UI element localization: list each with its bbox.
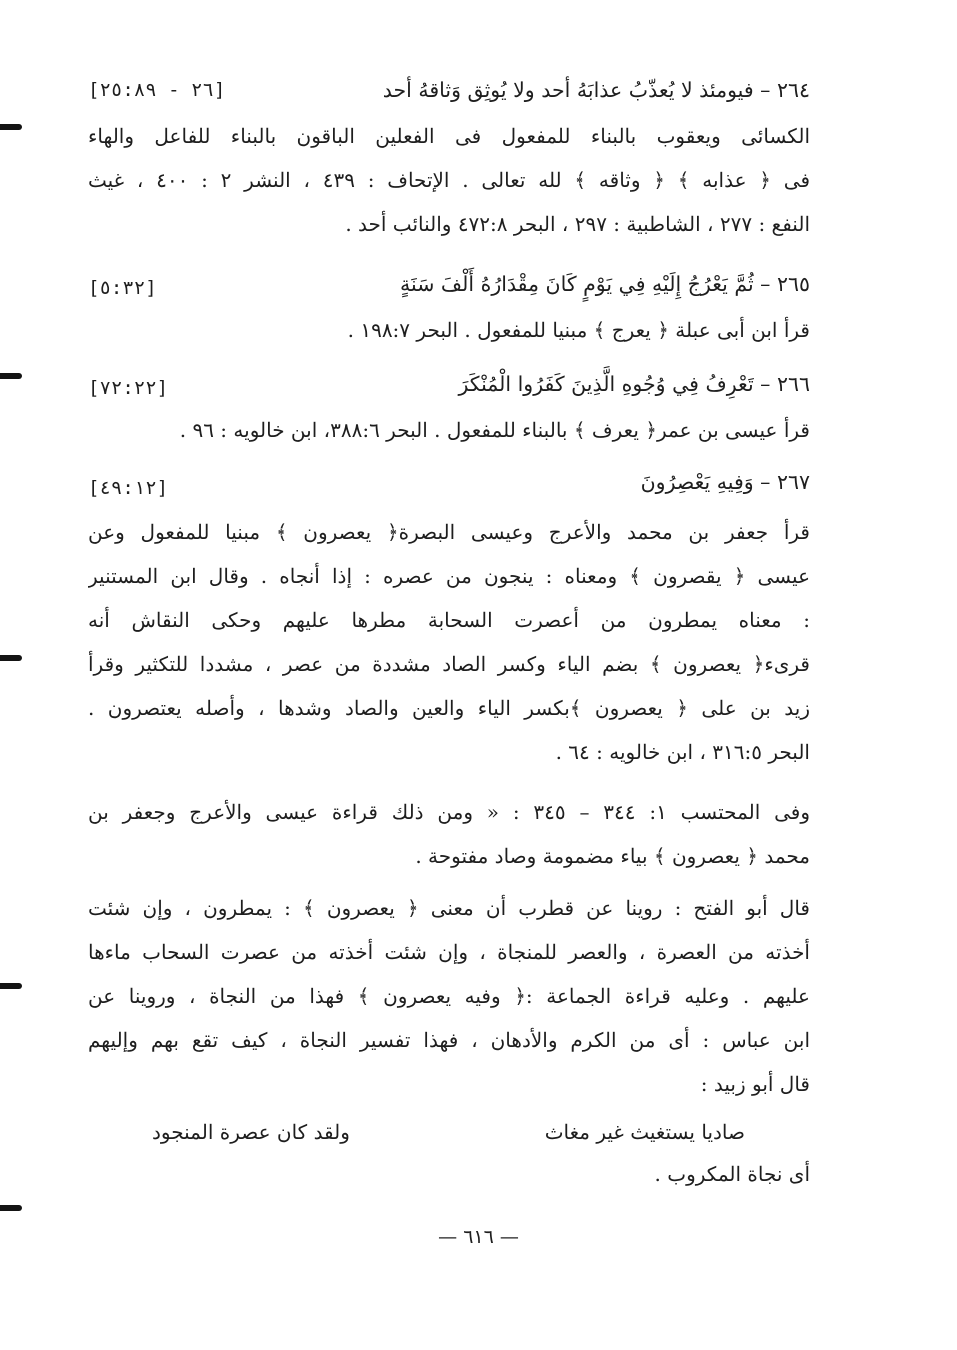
abu-alfath-line: ابن عباس : أى من الكرم والأدهان ، فهذا تفسير النجاة ، كيف تقع بهم وإليهم — [88, 1028, 810, 1052]
margin-mark — [0, 373, 22, 379]
entry-265-ref: [٥:٣٢] — [88, 277, 157, 299]
abu-alfath-line: عليهم . وعليه قراءة الجماعة :﴿ وفيه يعصرون ﴾ فهذا من النجاة ، وروينا عن — [88, 984, 810, 1008]
entry-266-line: قرأ عيسى بن عمر﴿ يعرف ﴾ بالبناء للمفعول . البحر ٣٨٨:٦، ابن خالويه : ٩٦ . — [179, 418, 810, 442]
entry-264-verse: ٢٦٤ – فيومئذ لا يُعذّبُ عذابَهُ أحد ولا يُوثِق وَثاقهُ أحد — [382, 78, 810, 102]
margin-mark — [0, 655, 22, 661]
entry-267-line: زيد بن على ﴿ يعصرون ﴾بكسر الياء والعين والصاد وشدها ، وأصله يعتصرون . — [88, 696, 810, 720]
margin-mark — [0, 1205, 22, 1211]
entry-265-verse: ٢٦٥ – ثُمَّ يَعْرُجُ إِلَيْهِ فِي يَوْمٍ كَانَ مِقْدَارُهُ أَلْفَ سَنَةٍ — [400, 272, 810, 296]
abu-alfath-line: قال أبو زبيد : — [700, 1072, 810, 1096]
margin-mark — [0, 983, 22, 989]
entry-266-ref: [٧٢:٢٢] — [88, 377, 169, 399]
abu-alfath-line: أخذته من العصرة ، والعصر للمنجاة ، وإن شئت أخذته من عصرت السحاب ماءها — [88, 940, 810, 964]
muhtasab-line: محمد ﴿ يعصرون ﴾ بياء مضمومة وصاد مفتوحة . — [415, 844, 810, 868]
abu-alfath-line: قال أبو الفتح : روينا عن قطرب أن معنى ﴿ يعصرون ﴾ : يمطرون ، وإن شئت — [88, 896, 810, 920]
entry-266-verse: ٢٦٦ – تَعْرِفُ فِي وُجُوهِ الَّذِينَ كَفَرُوا الْمُنْكَرَ — [458, 372, 810, 396]
page-number: — ٦١٦ — — [438, 1226, 519, 1248]
entry-267-line: قرأ جعفر بن محمد والأعرج وعيسى البصرة﴿ يعصرون ﴾ مبنيا للمفعول وعن — [88, 520, 810, 544]
muhtasab-line: وفى المحتسب ١: ٣٤٤ – ٣٤٥ : « ومن ذلك قراءة عيسى والأعرج وجعفر بن — [88, 800, 810, 824]
entry-267-ref: [٤٩:١٢] — [88, 477, 169, 499]
entry-267-line: عيسى ﴿ يقصرون ﴾ ومعناه : ينجون من عصره : إذا أنجاه . وقال ابن المستنير — [88, 564, 810, 588]
entry-267-verse: ٢٦٧ – وَفِيهِ يَعْصِرُونَ — [640, 470, 810, 494]
poem-hemistich-left: ولقد كان عصرة المنجود — [152, 1120, 350, 1144]
margin-mark — [0, 124, 22, 130]
entry-264-line: فى ﴿ عذابه ﴾ ﴿ وثاقه ﴾ لله تعالى . الإتحاف : ٤٣٩ ، النشر ٢ : ٤٠٠ ، غيث — [88, 168, 810, 192]
entry-265-line: قرأ ابن أبى عبلة ﴿ يعرج ﴾ مبنيا للمفعول . البحر ١٩٨:٧ . — [347, 318, 810, 342]
entry-267-line: البحر ٣١٦:٥ ، ابن خالويه : ٦٤ . — [555, 740, 810, 764]
entry-267-line: قرىء﴿ يعصرون ﴾ بضم الياء وكسر الصاد مشددة من عصر ، مشددا للتكثير وقرأ — [88, 652, 810, 676]
after-poem-line: أى نجاة المكروب . — [654, 1162, 810, 1186]
entry-264-line: النفع : ٢٧٧ ، الشاطبية : ٢٩٧ ، البحر ٤٧٢:٨ والنائب أحد . — [345, 212, 810, 236]
entry-267-line: : معناه يمطرون من أعصرت السحابة مطرها عليهم وحكى النقاش أنه — [88, 608, 810, 632]
entry-264-line: الكسائى ويعقوب بالبناء للمفعول فى الفعلين الباقون بالبناء للفاعل والهاء — [88, 124, 810, 148]
poem-hemistich-right: صاديا يستغيث غير مغاث — [544, 1120, 745, 1144]
entry-264-ref: [٢٦ - ٢٥:٨٩] — [88, 79, 226, 101]
